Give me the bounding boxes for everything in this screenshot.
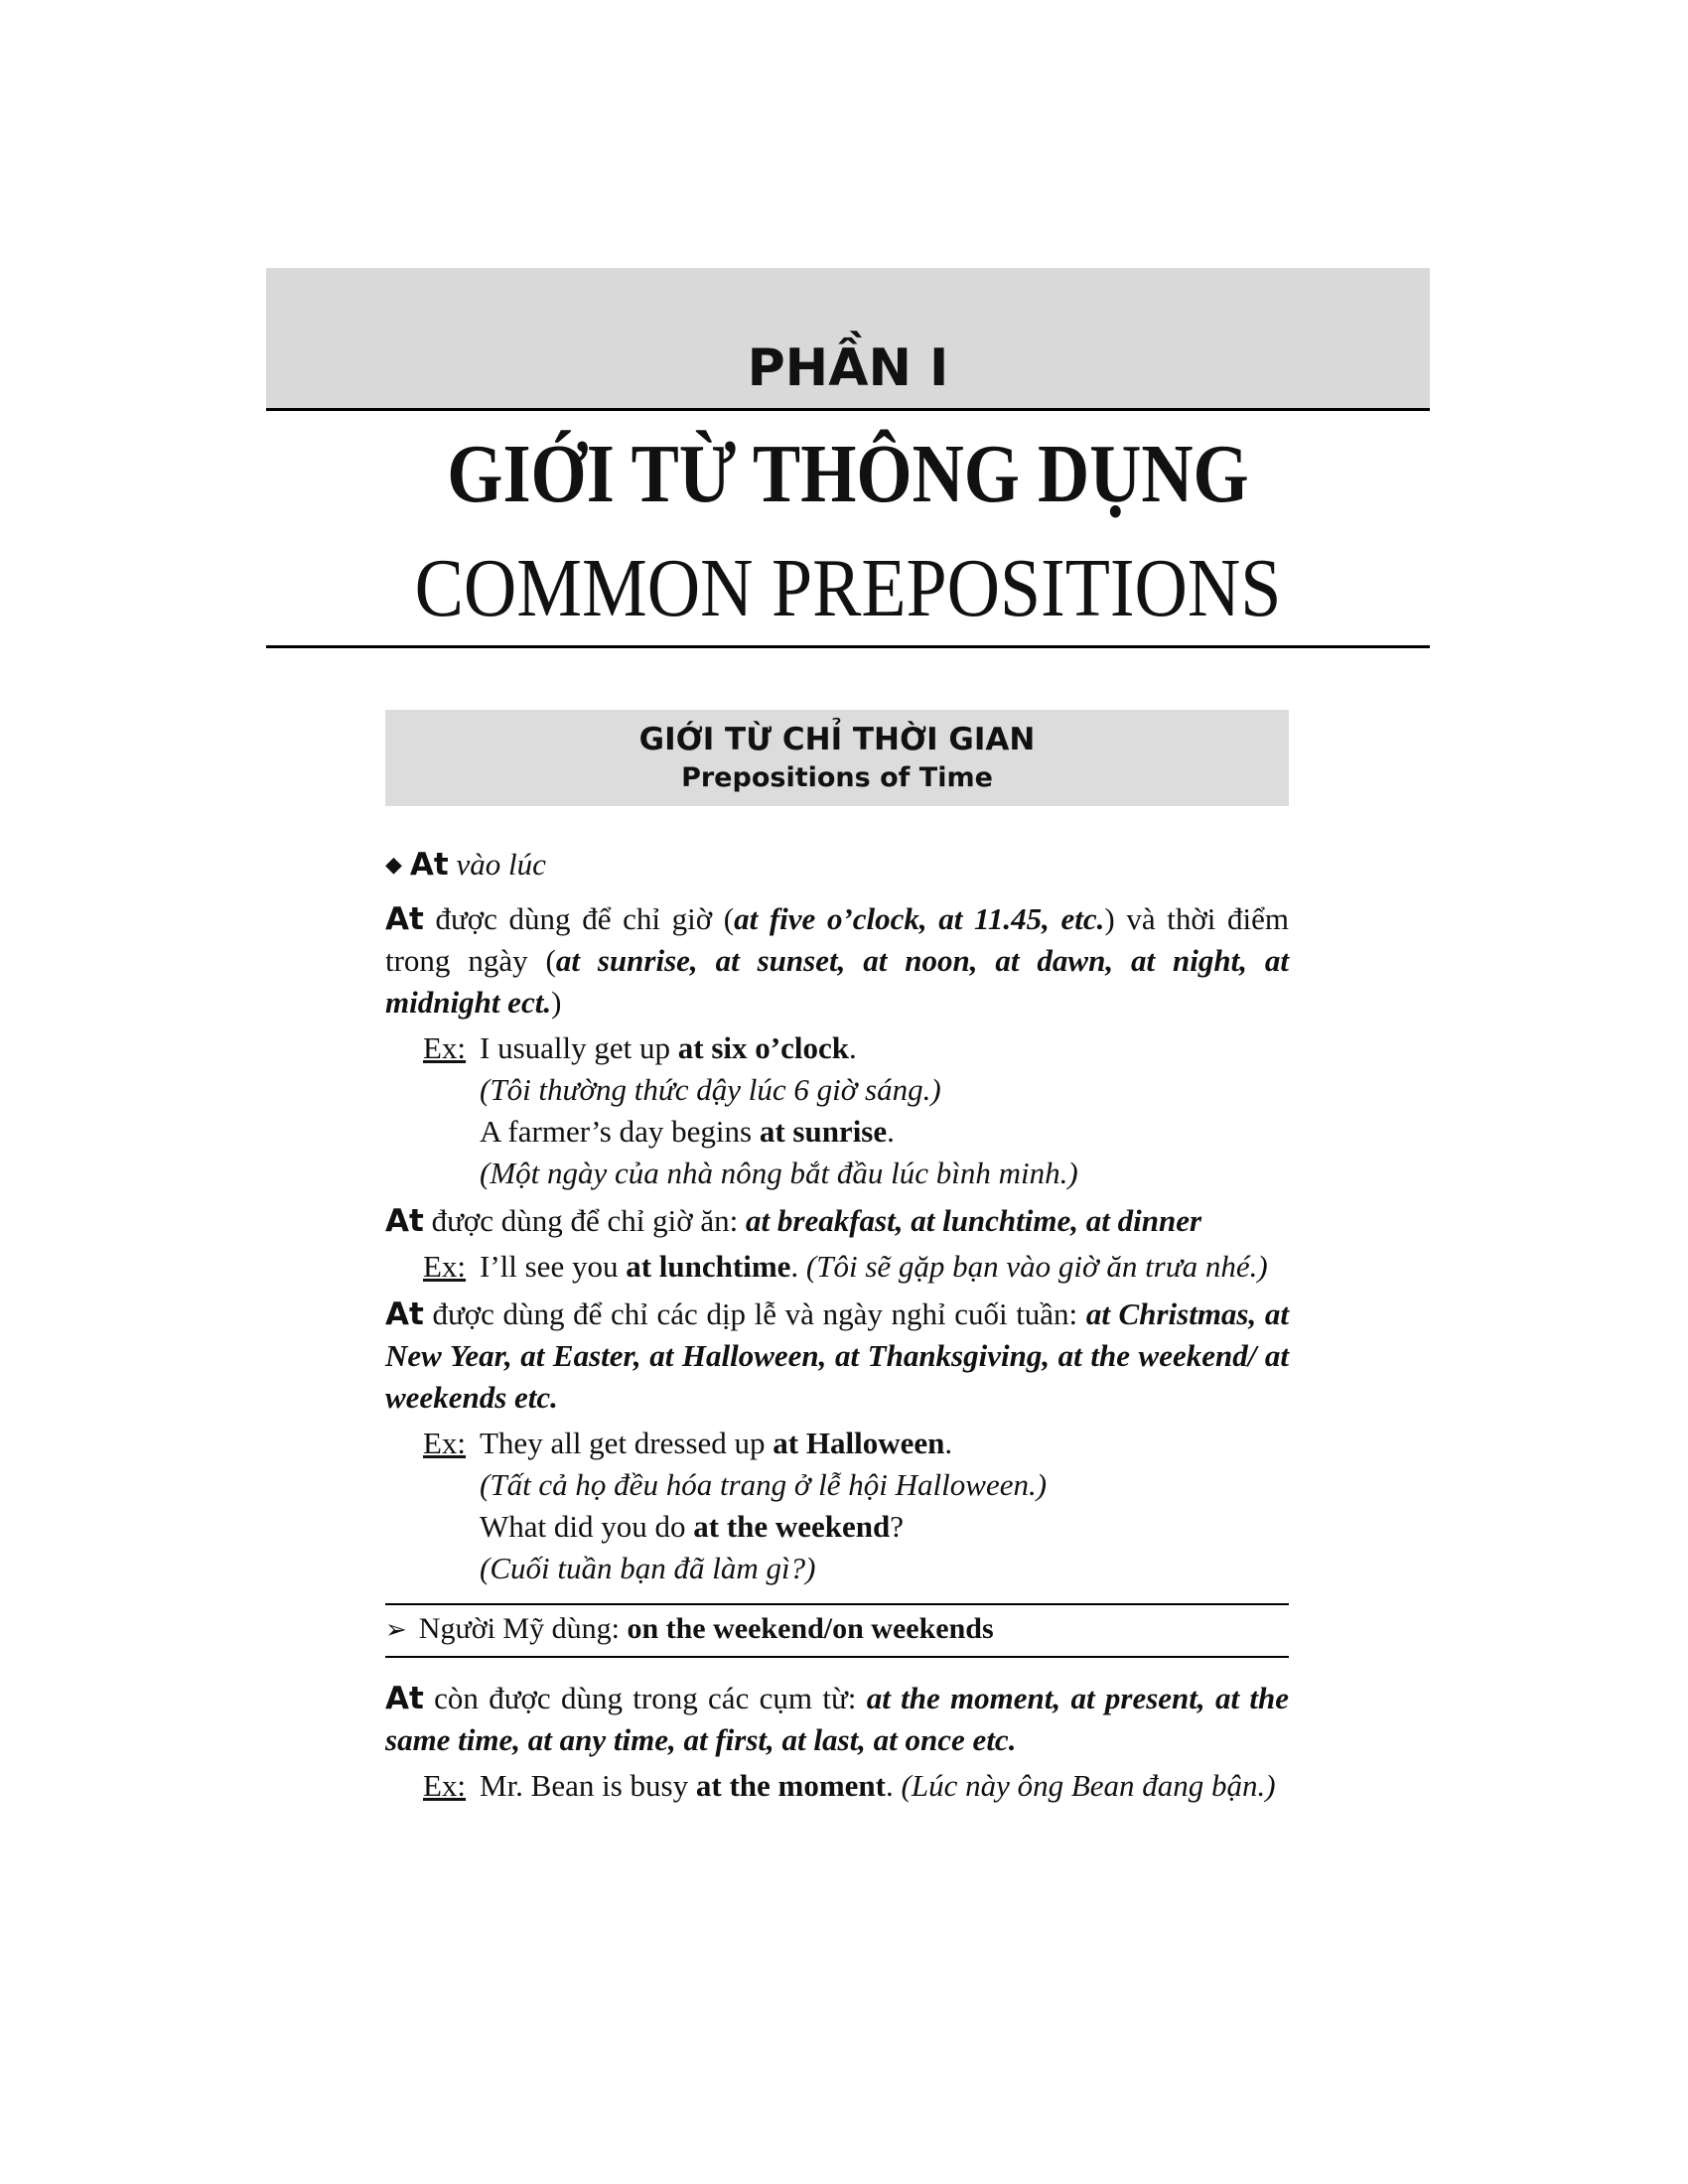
example-label: Ex:	[423, 1768, 467, 1803]
part-title-vi: GIỚI TỪ THÔNG DỤNG	[447, 428, 1249, 520]
example-translation: (Tôi thường thức dậy lúc 6 giờ sáng.)	[480, 1072, 941, 1107]
example-block	[385, 1027, 1289, 1194]
example-label: Ex:	[423, 1426, 467, 1460]
example-block	[385, 1246, 1289, 1288]
heading-meaning: vào lúc	[456, 847, 546, 882]
example-sentence: Mr. Bean is busy at the moment. (Lúc này ông Bean đang bận.)	[480, 1768, 1276, 1803]
section-title-vi: GIỚI TỪ CHỈ THỜI GIAN	[638, 722, 1036, 757]
example-translation: (Tất cả họ đều hóa trang ở lễ hội Halloween.)	[480, 1467, 1048, 1502]
example-sentence: They all get dressed up at Halloween.	[480, 1426, 953, 1460]
divider-bottom	[266, 645, 1430, 648]
arrow-bullet-icon: ➢	[385, 1615, 407, 1645]
rule-paragraph: At được dùng để chỉ giờ ăn: at breakfast, at lunchtime, at dinner	[385, 1203, 1202, 1239]
example-sentence: What did you do at the weekend?	[480, 1509, 905, 1544]
heading-word: At	[409, 847, 449, 883]
example-label: Ex:	[423, 1249, 467, 1284]
example-sentence: I usually get up at six o’clock.	[480, 1030, 857, 1065]
example-sentence: I’ll see you at lunchtime. (Tôi sẽ gặp bạn vào giờ ăn trưa nhé.)	[480, 1249, 1268, 1284]
example-block	[385, 1765, 1289, 1807]
entry-heading	[385, 844, 1289, 888]
divider-top	[266, 408, 1430, 411]
content	[385, 844, 1289, 1813]
part-title-en: COMMON PREPOSITIONS	[414, 542, 1282, 634]
section-header	[385, 710, 1289, 806]
example-translation: (Cuối tuần bạn đã làm gì?)	[480, 1551, 816, 1585]
part-label: PHẦN I	[747, 339, 949, 398]
rule-paragraph: At được dùng để chỉ các dịp lễ và ngày nghỉ cuối tuần: at Christmas, at New Year, at Easter, at Halloween, at Thanksgiving, at the weekend/ at weekends etc.	[385, 1297, 1289, 1415]
example-translation: (Một ngày của nhà nông bắt đầu lúc bình minh.)	[480, 1156, 1078, 1190]
example-label: Ex:	[423, 1030, 467, 1065]
rule-paragraph: At còn được dùng trong các cụm từ: at the moment, at present, at the same time, at any time, at first, at last, at once etc.	[385, 1681, 1289, 1757]
usage-note: ➢ Người Mỹ dùng: on the weekend/on weekends	[385, 1603, 1289, 1658]
section-title-en: Prepositions of Time	[681, 762, 993, 794]
example-sentence: A farmer’s day begins at sunrise.	[480, 1114, 895, 1149]
example-block	[385, 1423, 1289, 1589]
diamond-bullet-icon: ◆	[385, 852, 402, 877]
rule-paragraph: At được dùng để chỉ giờ (at five o’clock, at 11.45, etc.) và thời điểm trong ngày (at sunrise, at sunset, at noon, at dawn, at night, at midnight ect.)	[385, 901, 1289, 1020]
